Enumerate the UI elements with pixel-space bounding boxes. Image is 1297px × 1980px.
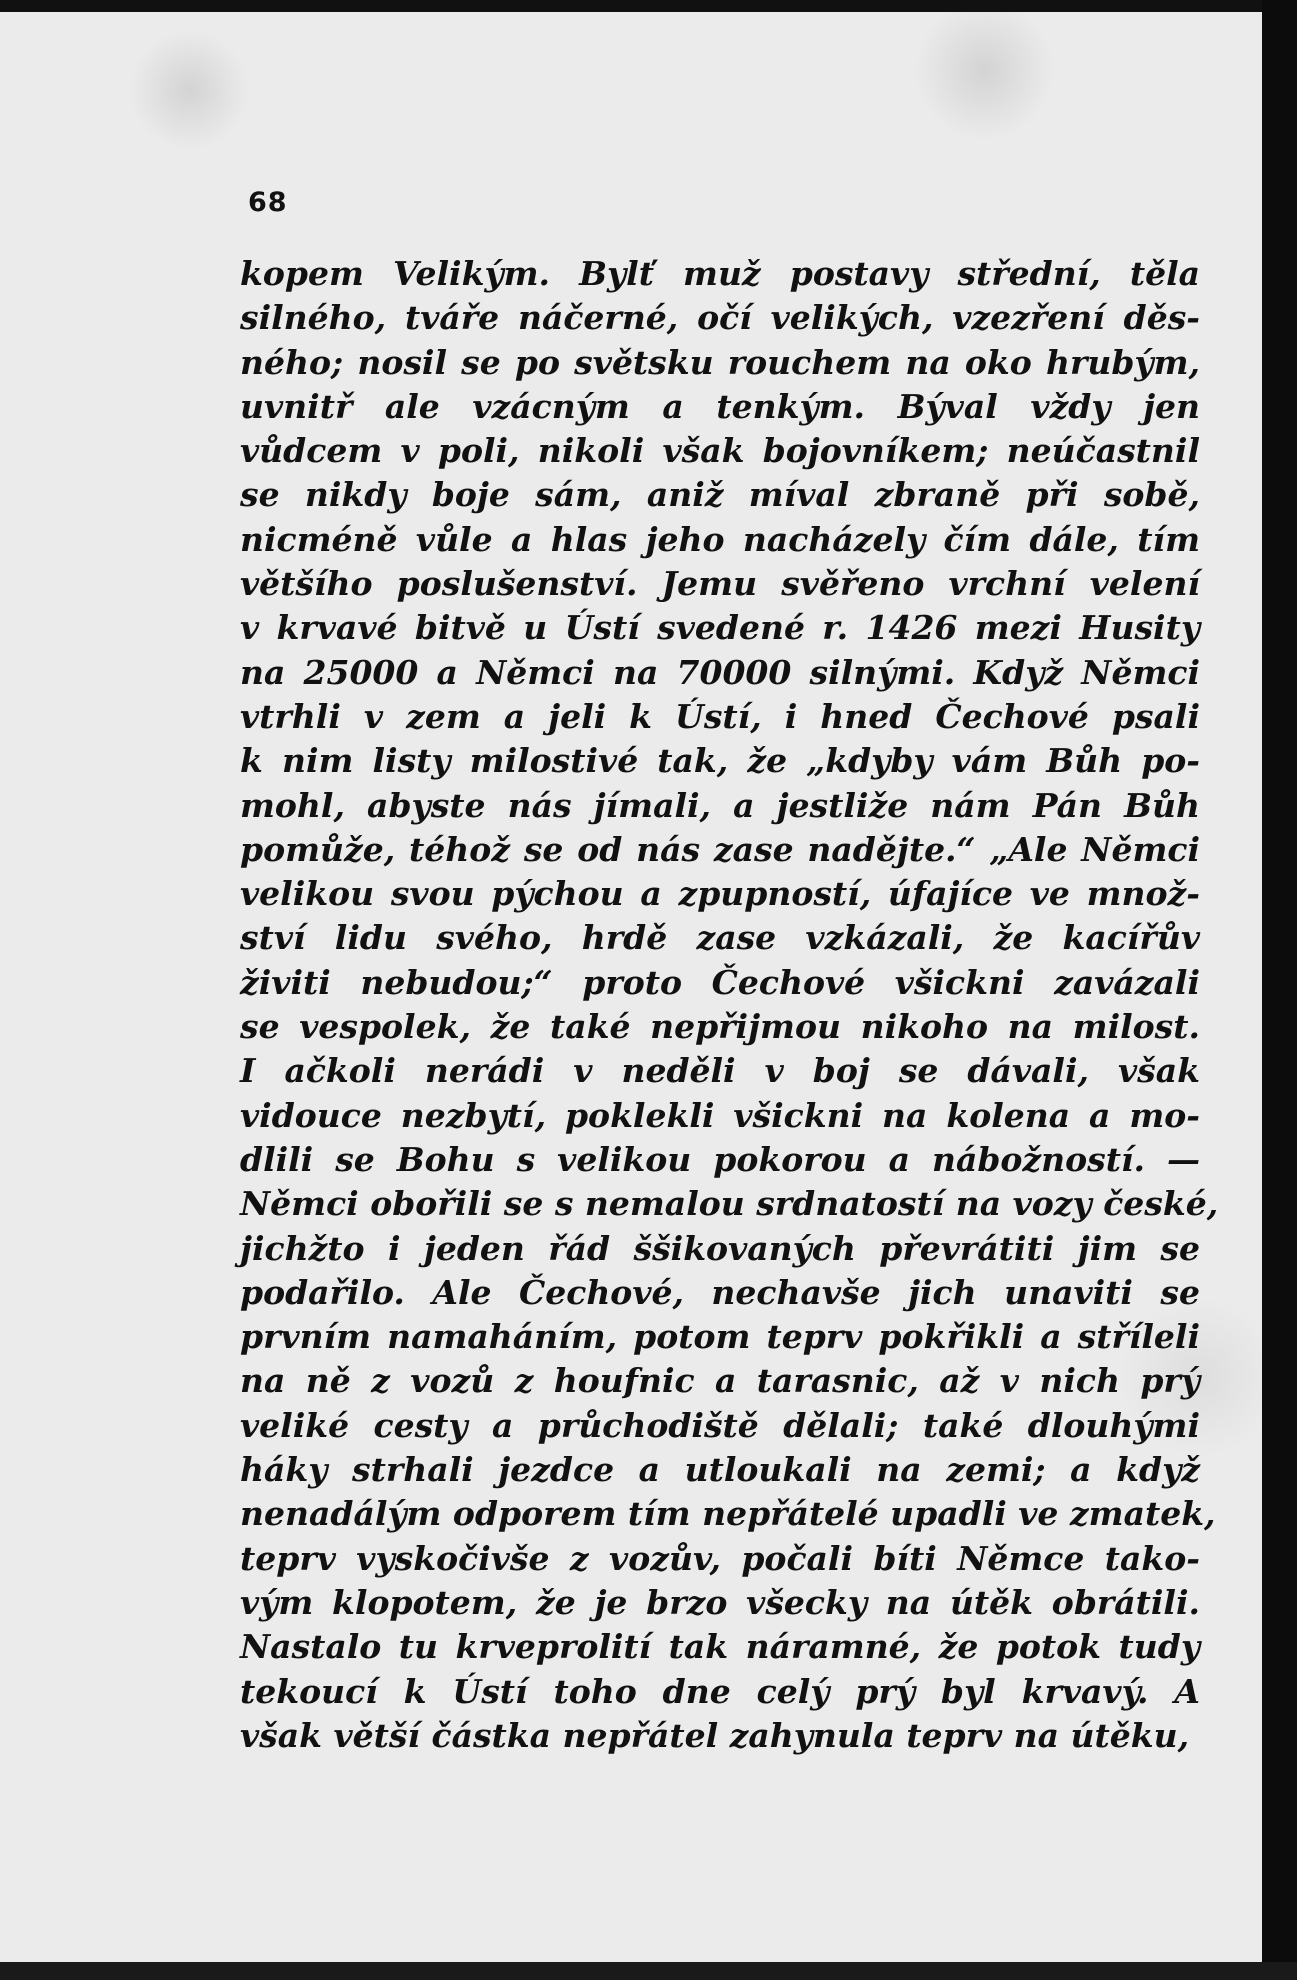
text-line: v krvavé bitvě u Ústí svedené r. 1426 mezi Husity xyxy=(240,608,1200,648)
text-line: mohl, abyste nás jímali, a jestliže nám Pán Bůh xyxy=(240,785,1200,825)
scan-border-bottom xyxy=(0,1962,1297,1980)
text-line: prvním namaháním, potom teprv pokřikli a stříleli xyxy=(240,1317,1200,1357)
text-line: ství lidu svého, hrdě zase vzkázali, že kacířův xyxy=(240,918,1200,958)
text-line: nicméně vůle a hlas jeho nacházely čím dále, tím xyxy=(240,519,1200,559)
text-line: se nikdy boje sám, aniž míval zbraně při sobě, xyxy=(240,475,1200,515)
body-text xyxy=(240,252,1219,1758)
scan-border-right xyxy=(1262,0,1297,1980)
text-line: podařilo. Ale Čechové, nechavše jich unaviti se xyxy=(240,1272,1200,1312)
text-line: háky strhali jezdce a utloukali na zemi; a když xyxy=(240,1450,1200,1490)
text-line: však větší částka nepřátel zahynula teprv na útěku, xyxy=(240,1715,1190,1755)
text-line: jichžto i jeden řád ššikovaných převrátiti jim se xyxy=(240,1228,1200,1268)
book-page xyxy=(0,12,1262,1962)
text-line: uvnitř ale vzácným a tenkým. Býval vždy jen xyxy=(240,386,1200,426)
text-line: k nim listy milostivé tak, že „kdyby vám Bůh po- xyxy=(240,741,1200,781)
text-line: vým klopotem, že je brzo všecky na útěk obrátili. xyxy=(240,1582,1200,1622)
text-line: kopem Velikým. Bylť muž postavy střední, těla xyxy=(240,254,1200,293)
text-line: tekoucí k Ústí toho dne celý prý byl krvavý. A xyxy=(240,1671,1200,1711)
text-line: teprv vyskočivše z vozův, počali bíti Němce tako- xyxy=(240,1538,1200,1578)
text-line: většího poslušenství. Jemu svěřeno vrchní velení xyxy=(240,564,1200,604)
page-number: 68 xyxy=(248,187,288,218)
text-line: živiti nebudou;“ proto Čechové všickni zavázali xyxy=(240,962,1200,1002)
text-line: ného; nosil se po světsku rouchem na oko hrubým, xyxy=(240,342,1200,382)
text-line: Nastalo tu krveprolití tak náramné, že potok tudy xyxy=(240,1627,1200,1667)
text-line: na 25000 a Němci na 70000 silnými. Když Němci xyxy=(240,652,1200,692)
text-line: silného, tváře náčerné, očí velikých, vzezření děs- xyxy=(240,298,1200,338)
text-line: nenadálým odporem tím nepřátelé upadli ve zmatek, xyxy=(240,1494,1216,1534)
text-line: vidouce nezbytí, poklekli všickni na kolena a mo- xyxy=(240,1095,1200,1135)
text-line: pomůže, téhož se od nás zase nadějte.“ „Ale Němci xyxy=(240,829,1200,869)
text-line: vůdcem v poli, nikoli však bojovníkem; neúčastnil xyxy=(240,431,1200,471)
text-line: I ačkoli nerádi v neděli v boj se dávali, však xyxy=(240,1051,1200,1091)
text-line: veliké cesty a průchodiště dělali; také dlouhými xyxy=(240,1405,1200,1445)
text-line: Němci obořili se s nemalou srdnatostí na vozy české, xyxy=(240,1184,1219,1224)
text-line: na ně z vozů z houfnic a tarasnic, až v nich prý xyxy=(240,1361,1200,1401)
text-line: vtrhli v zem a jeli k Ústí, i hned Čechové psali xyxy=(240,696,1200,736)
text-line: dlili se Bohu s velikou pokorou a nábožností. — xyxy=(240,1139,1200,1179)
scan-border-top xyxy=(0,0,1297,12)
text-line: velikou svou pýchou a zpupností, úfajíce ve množ- xyxy=(240,874,1200,914)
text-line: se vespolek, že také nepřijmou nikoho na milost. xyxy=(240,1007,1200,1047)
